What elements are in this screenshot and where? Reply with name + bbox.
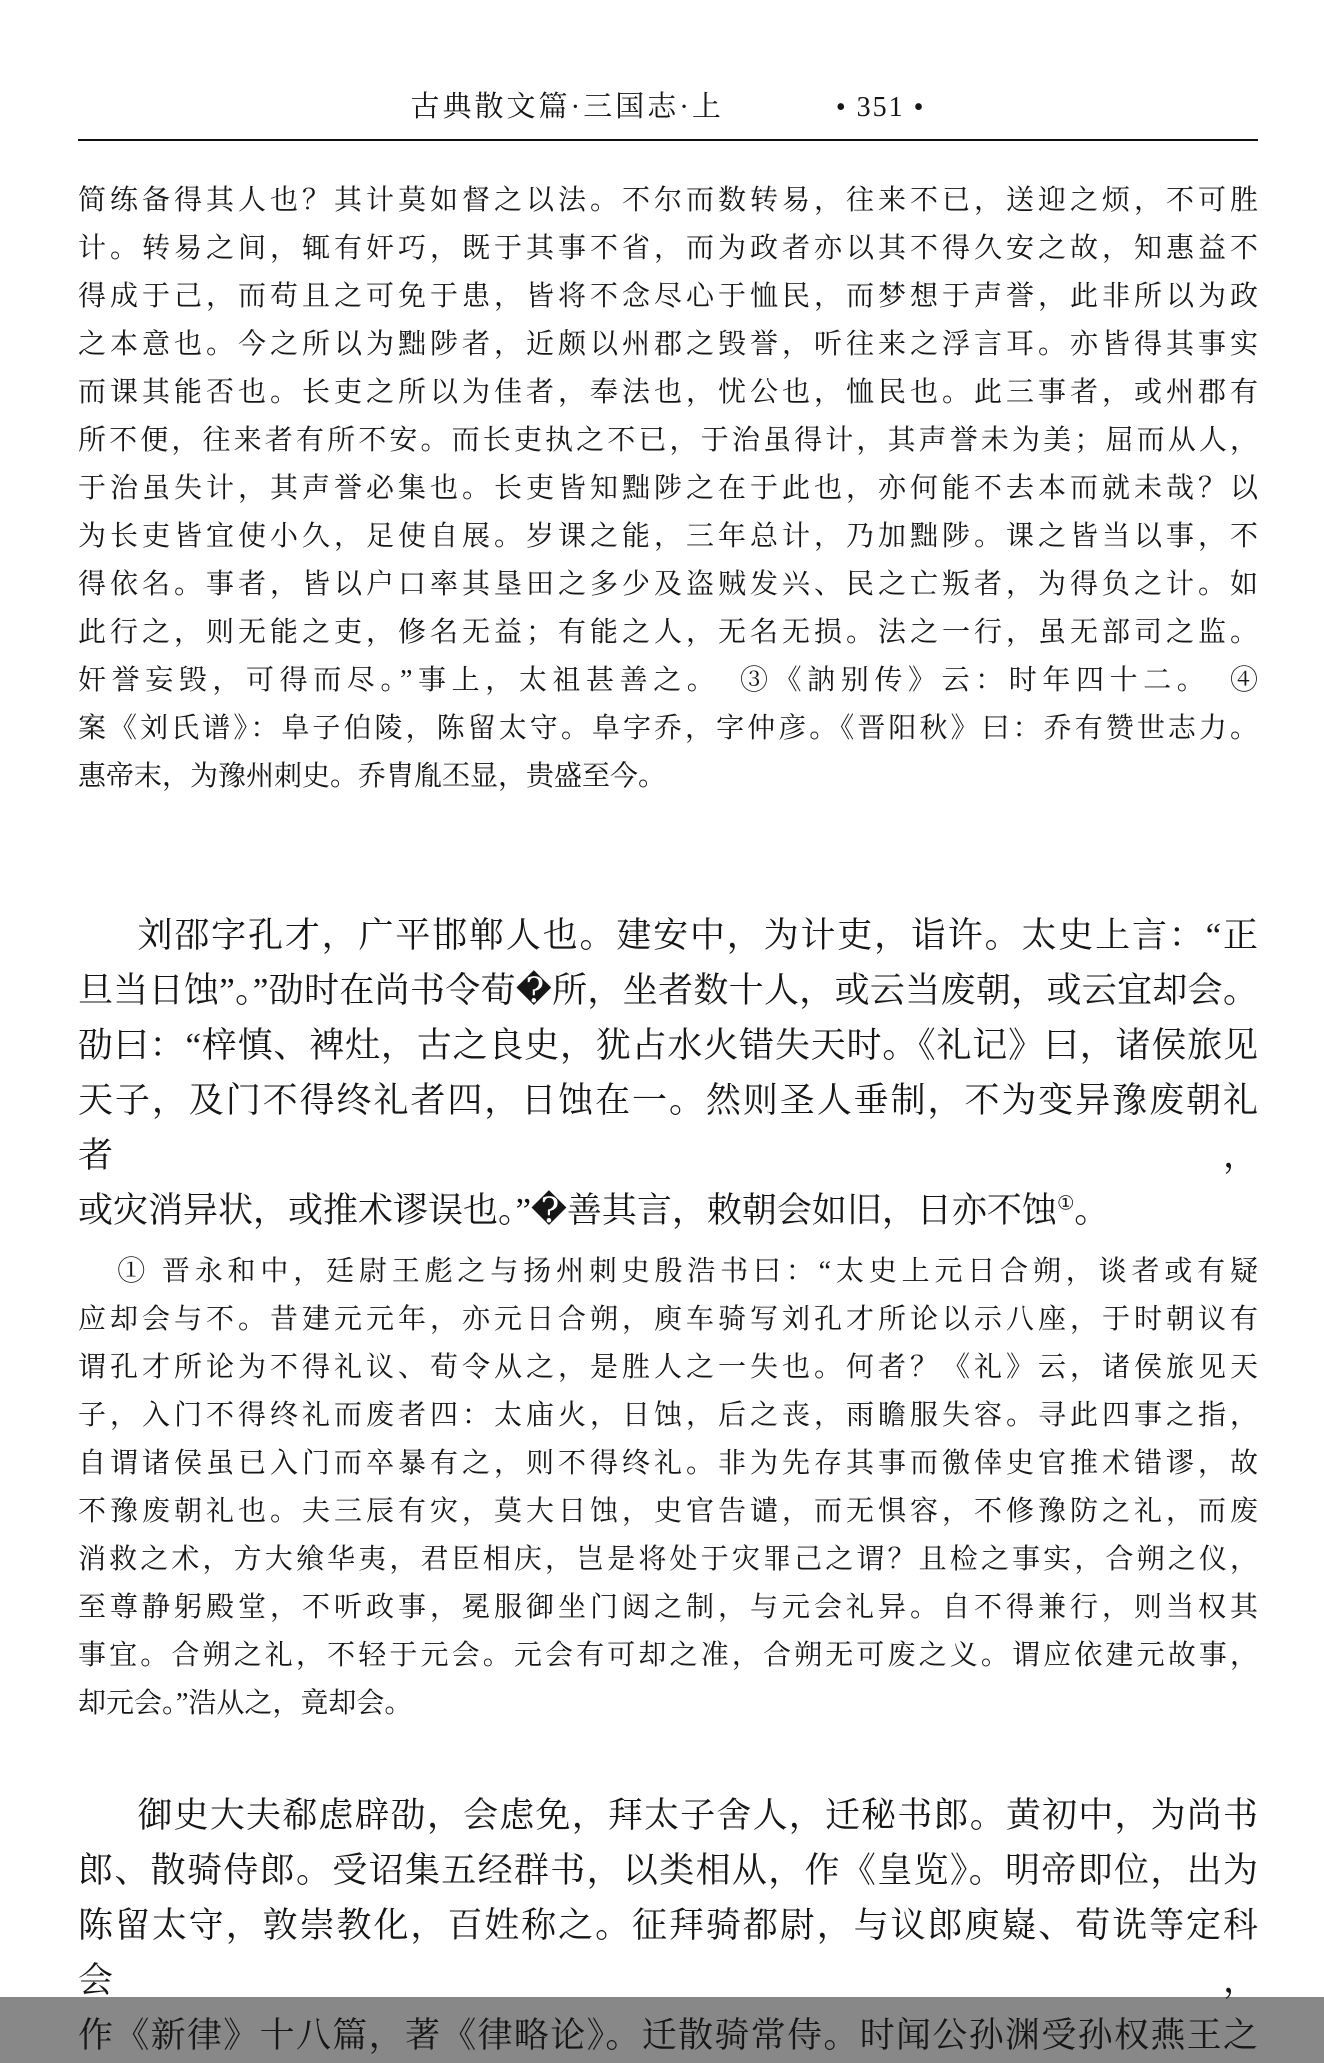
text-line: 陈留太守，敦崇教化，百姓称之。征拜骑都尉，与议郎庾嶷、荀诜等定科会， [78, 1906, 1258, 2000]
text-line: 奸誉妄毁，可得而尽。”事上，太祖甚善之。 ③《訥别传》云：时年四十二。 ④ [78, 665, 1258, 696]
text-line: 作《新律》十八篇，著《律略论》。迁散骑常侍。时闻公孙渊受孙权燕王之 [78, 2016, 1258, 2055]
text-line: 旦当日蚀”。”劭时在尚书令荀�所，坐者数十人，或云当废朝，或云宜却会。 [78, 971, 1258, 1010]
line-text: 或灾消异状，或推术谬误也。”�善其言，敕朝会如旧，日亦不蚀 [78, 1191, 1057, 1230]
page-header [78, 0, 1258, 125]
text-line: 消救之术，方大飨华夷，君臣相庆，岂是将处于灾罪己之谓？且检之事实，合朔之仪， [78, 1544, 1258, 1575]
text-line: 天子，及门不得终礼者四，日蚀在一。然则圣人垂制，不为变异豫废朝礼者， [78, 1081, 1258, 1175]
text-line: 至尊静躬殿堂，不听政事，冕服御坐门闼之制，与元会礼异。自不得兼行，则当权其 [78, 1592, 1258, 1623]
text-line: 应却会与不。昔建元元年，亦元日合朔，庾车骑写刘孔才所论以示八座，于时朝议有 [78, 1304, 1258, 1335]
text-line: 计。转易之间，辄有奸巧，既于其事不省，而为政者亦以其不得久安之故，知惠益不 [78, 233, 1258, 264]
text-line: 所不便，往来者有所不安。而长吏执之不已，于治虽得计，其声誉未为美；屈而从人， [78, 425, 1258, 456]
paragraph-main-yushi-dafu [78, 1788, 1258, 2063]
text-line: 于治虽失计，其声誉必集也。长吏皆知黜陟之在于此也，亦何能不去本而就未哉？以 [78, 473, 1258, 504]
text-line: 此行之，则无能之吏，修名无益；有能之人，无名无损。法之一行，虽无部司之监。 [78, 617, 1258, 648]
text-line: 惠帝末，为豫州刺史。乔胄胤丕显，贵盛至今。 [78, 761, 667, 792]
running-head-title: 古典散文篇·三国志·上 [410, 91, 724, 123]
text-line: 得依名。事者，皆以户口率其垦田之多少及盗贼发兴、民之亡叛者，为得负之计。如 [78, 569, 1258, 600]
paragraph-footnote-1 [78, 1248, 1258, 1728]
text-line: ① 晋永和中，廷尉王彪之与扬州刺史殷浩书曰：“太史上元日合朔，谈者或有疑 [117, 1256, 1258, 1287]
text-line: 刘邵字孔才，广平邯郸人也。建安中，为计吏，诣许。太史上言：“正 [137, 916, 1258, 955]
text-line: 事宜。合朔之礼，不轻于元会。元会有可却之准，合朔无可废之义。谓应依建元故事， [78, 1640, 1258, 1671]
text-line: 却元会。”浩从之，竟却会。 [78, 1688, 413, 1719]
paragraph-main-liu-shao [78, 908, 1258, 1238]
text-line: 简练备得其人也？其计莫如督之以法。不尔而数转易，往来不已，送迎之烦，不可胜 [78, 185, 1258, 216]
text-line: 郎、散骑侍郎。受诏集五经群书，以类相从，作《皇览》。明帝即位，出为 [78, 1851, 1258, 1890]
text-line: 不豫废朝礼也。夫三辰有灾，莫大日蚀，史官告谴，而无惧容，不修豫防之礼，而废 [78, 1496, 1258, 1527]
text-line: 之本意也。今之所以为黜陟者，近颇以州郡之毁誉，听往来之浮言耳。亦皆得其事实 [78, 329, 1258, 360]
text-line: 子，入门不得终礼而废者四：太庙火，日蚀，后之丧，雨瞻服失容。寻此四事之指， [78, 1400, 1258, 1431]
text-line: 谓孔才所论为不得礼议、荀令从之，是胜人之一失也。何者？《礼》云，诸侯旅见天 [78, 1352, 1258, 1383]
text-line: 劭曰：“梓慎、裨灶，古之良史，犹占水火错失天时。《礼记》曰，诸侯旅见 [78, 1026, 1258, 1065]
text-line: 案《刘氏谱》：阜子伯陵，陈留太守。阜字乔，字仲彦。《晋阳秋》曰：乔有赞世志力。 [78, 713, 1258, 744]
page-number: • 351 • [835, 92, 926, 123]
text-line: 自谓诸侯虽已入门而卒暴有之，则不得终礼。非为先存其事而徼倖史官推术错谬，故 [78, 1448, 1258, 1479]
header-rule [78, 139, 1258, 141]
text-line: 为长吏皆宜使小久，足使自展。岁课之能，三年总计，乃加黜陟。课之皆当以事，不 [78, 521, 1258, 552]
line-text: 。 [1074, 1191, 1110, 1230]
text-line: 御史大夫郗虑辟劭，会虑免，拜太子舍人，迁秘书郎。黄初中，为尚书 [137, 1796, 1258, 1835]
text-line: 得成于己，而苟且之可免于患，皆将不念尽心于恤民，而梦想于声誉，此非所以为政 [78, 281, 1258, 312]
footnote-marker: ① [1056, 1193, 1075, 1215]
text-line [78, 1183, 1258, 1238]
paragraph-commentary-continued [78, 177, 1258, 801]
text-line: 而课其能否也。长吏之所以为佳者，奉法也，忧公也，恤民也。此三事者，或州郡有 [78, 377, 1258, 408]
